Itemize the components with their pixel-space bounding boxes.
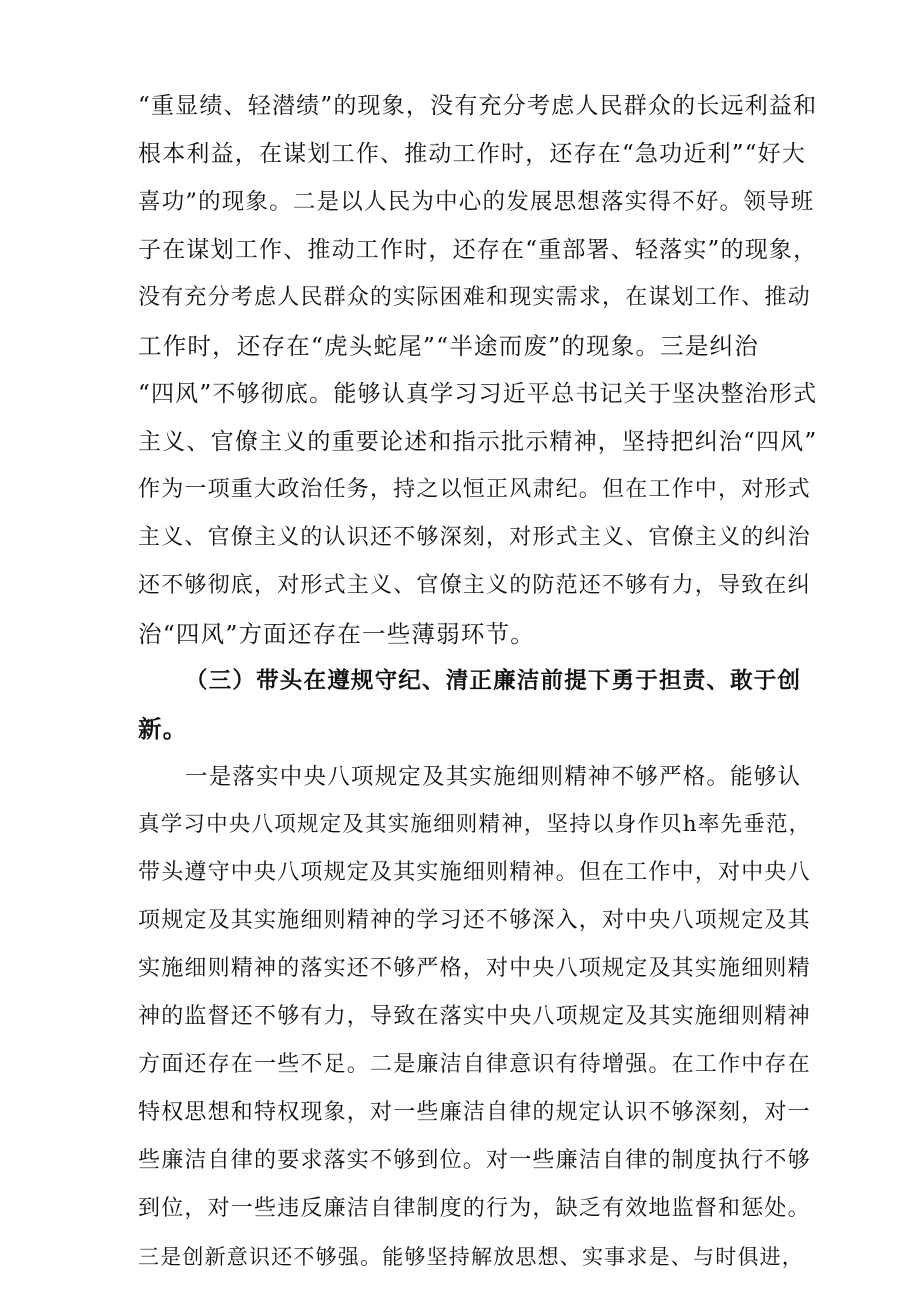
text-line-5: 没有充分考虑人民群众的实际困难和现实需求，在谋划工作、推动: [138, 285, 811, 310]
section-heading-line-2: 新。: [138, 715, 188, 743]
text-line-1: “重显绩、轻潜绩”的现象，没有充分考虑人民群众的长远利益和: [138, 93, 818, 119]
text-line-3: 喜功”的现象。二是以人民为中心的发展思想落实得不好。领导班: [138, 189, 815, 215]
text-line-23: 些廉洁自律的要求落实不够到位。对一些廉洁自律的制度执行不够: [138, 1148, 811, 1173]
text-line-12: 治“四风”方面还存在一些薄弱环节。: [138, 620, 535, 648]
text-line-15: 一是落实中央八项规定及其实施细则精神不够严格。能够认: [185, 764, 802, 790]
text-line-25: 三是创新意识还不够强。能够坚持解放思想、实事求是、与时俱进，: [138, 1245, 804, 1269]
text-line-19: 实施细则精神的落实还不够严格，对中央八项规定及其实施细则精: [138, 956, 811, 981]
text-line-22: 特权思想和特权现象，对一些廉洁自律的规定认识不够深刻，对一: [138, 1100, 811, 1125]
text-line-18: 项规定及其实施细则精神的学习还不够深入，对中央八项规定及其: [138, 908, 811, 933]
text-line-6: 工作时，还存在“虎头蛇尾”“半途而废”的现象。三是纠治: [138, 332, 759, 360]
text-line-20: 神的监督还不够有力，导致在落实中央八项规定及其实施细则精神: [138, 1004, 811, 1029]
text-line-21: 方面还存在一些不足。二是廉洁自律意识有待增强。在工作中存在: [138, 1052, 811, 1077]
text-line-4: 子在谋划工作、推动工作时，还存在“重部署、轻落实”的现象，: [138, 237, 818, 263]
text-line-9: 作为一项重大政治任务，持之以恒正风肃纪。但在工作中，对形式: [138, 477, 811, 502]
text-line-2: 根本利益，在谋划工作、推动工作时，还存在“急功近利”“好大: [138, 141, 807, 167]
text-line-17: 带头遵守中央八项规定及其实施细则精神。但在工作中，对中央八: [138, 860, 811, 885]
text-line-24: 到位，对一些违反廉洁自律制度的行为，缺乏有效地监督和惩处。: [138, 1196, 811, 1221]
text-line-11: 还不够彻底，对形式主义、官僚主义的防范还不够有力，导致在纠: [138, 573, 811, 598]
text-line-16: 真学习中央八项规定及其实施细则精神，坚持以身作贝h率先垂范，: [138, 812, 812, 837]
text-line-8: 主义、官僚主义的重要论述和指示批示精神，坚持把纠治“四风”: [138, 429, 818, 455]
text-line-10: 主义、官僚主义的认识还不够深刻，对形式主义、官僚主义的纠治: [138, 525, 811, 550]
section-heading-line-1: （三）带头在遵规守纪、清正廉洁前提下勇于担责、敢于创: [185, 668, 802, 694]
text-line-7: “四风”不够彻底。能够认真学习习近平总书记关于坚决整治形式: [138, 381, 818, 407]
